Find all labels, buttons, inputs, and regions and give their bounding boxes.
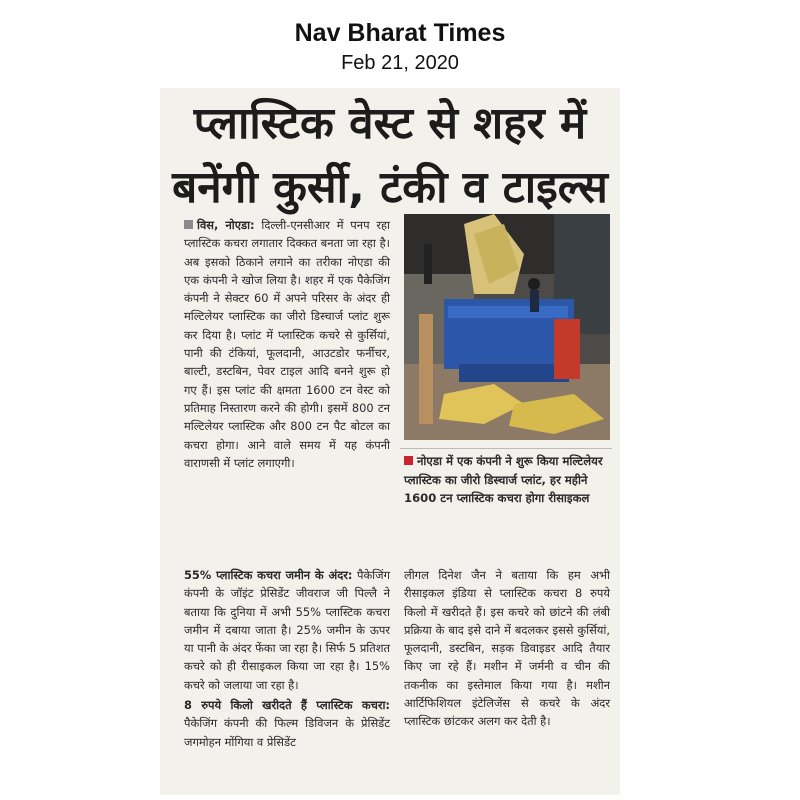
caption-text: नोएडा में एक कंपनी ने शुरू किया मल्टिलेयर प्लास्टिक का जीरो डिस्चार्ज प्लांट, हर महीने 1600 टन प्लास्टिक कचरा होगा रीसाइकल	[404, 454, 603, 505]
paragraph-3-text: पैकेजिंग कंपनी की फिल्म डिविजन के प्रेसिडेंट जगमोहन मोंगिया व प्रेसिडेंट	[184, 716, 390, 749]
article-paragraph-3	[184, 696, 390, 751]
article-column-right	[404, 566, 610, 731]
subheading-1: 55% प्लास्टिक कचरा जमीन के अंदर:	[184, 568, 353, 582]
paragraph-2-text: पैकेजिंग कंपनी के जॉइंट प्रेसिडेंट जीवराज जी पिल्लै ने बताया कि दुनिया में अभी 55% प्लास्टिक कचरा जमीन में दबाया जाता है। 25% जमीन के ऊपर या पानी के अंदर फेंका जा रहा है। सिर्फ 5 प्रतिशत कचरे को ही रीसाइकल किया जा रहा है। 15% कचरे को जलाया जा रहा है।	[184, 568, 391, 692]
recycling-plant-image	[404, 214, 610, 440]
article-paragraph-1	[184, 216, 390, 472]
news-clipping	[160, 88, 620, 795]
headline-line-1: प्लास्टिक वेस्ट से शहर में	[193, 98, 587, 149]
article-paragraph-2	[184, 566, 390, 694]
newspaper-name: Nav Bharat Times	[294, 19, 506, 47]
publication-date: Feb 21, 2020	[341, 52, 459, 74]
plant-photo	[404, 214, 610, 440]
masthead	[0, 16, 800, 76]
subheading-2: 8 रुपये किलो खरीदते हैं प्लास्टिक कचरा:	[184, 698, 390, 713]
article-paragraph-4: लीगल दिनेश जैन ने बताया कि हम अभी रीसाइकल इंडिया से प्लास्टिक कचरा 8 रुपये किलो में खरीदते हैं। इस कचरे को छांटने की लंबी प्रक्रिया के बाद इसे दाने में बदलकर इससे कुर्सियां, फूलदानी, डस्टबिन, सड़क डिवाइडर आदि तैयार किए जा रहे हैं। मशीन में जर्मनी व चीन की तकनीक का इस्तेमाल किया गया है। मशीन आर्टिफिशियल इंटेलिजेंस से कचरे के अंदर प्लास्टिक छांटकर अलग कर देती है।	[404, 568, 610, 729]
headline-line-2: बनेंगी कुर्सी, टंकी व टाइल्स	[172, 162, 608, 213]
dateline: विस, नोएडा:	[197, 218, 255, 232]
article-column-bottom-left	[184, 566, 390, 751]
article-column-left	[184, 216, 390, 472]
bullet-square-icon	[184, 220, 193, 229]
photo-caption	[404, 452, 610, 508]
caption-marker-icon	[404, 456, 413, 465]
paragraph-1-text: दिल्ली-एनसीआर में पनप रहा प्लास्टिक कचरा लगातार दिक्कत बनता जा रहा है। अब इसको ठिकाने लगाने का तरीका नोएडा की एक कंपनी ने खोज लिया है। शहर में एक पैकेजिंग कंपनी ने सेक्टर 60 में अपने परिसर के अंदर ही मल्टिलेयर प्लास्टिक का जीरो डिस्चार्ज प्लांट शुरू कर दिया है। प्लांट में प्लास्टिक कचरे से कुर्सियां, पानी की टंकियां, फूलदानी, आउटडोर फर्नीचर, बाल्टी, डस्टबिन, पेवर टाइल आदि बनने शुरू हो गए हैं। इस प्लांट की क्षमता 1600 टन वेस्ट को प्रतिमाह निस्तारण करने की होगी। इसमें 800 टन मल्टिलेयर प्लास्टिक और 800 टन पैट बोटल का कचरा होगा। आने वाले समय में यह कंपनी वाराणसी में प्लांट लगाएगी।	[184, 218, 391, 470]
caption-divider	[400, 448, 612, 449]
